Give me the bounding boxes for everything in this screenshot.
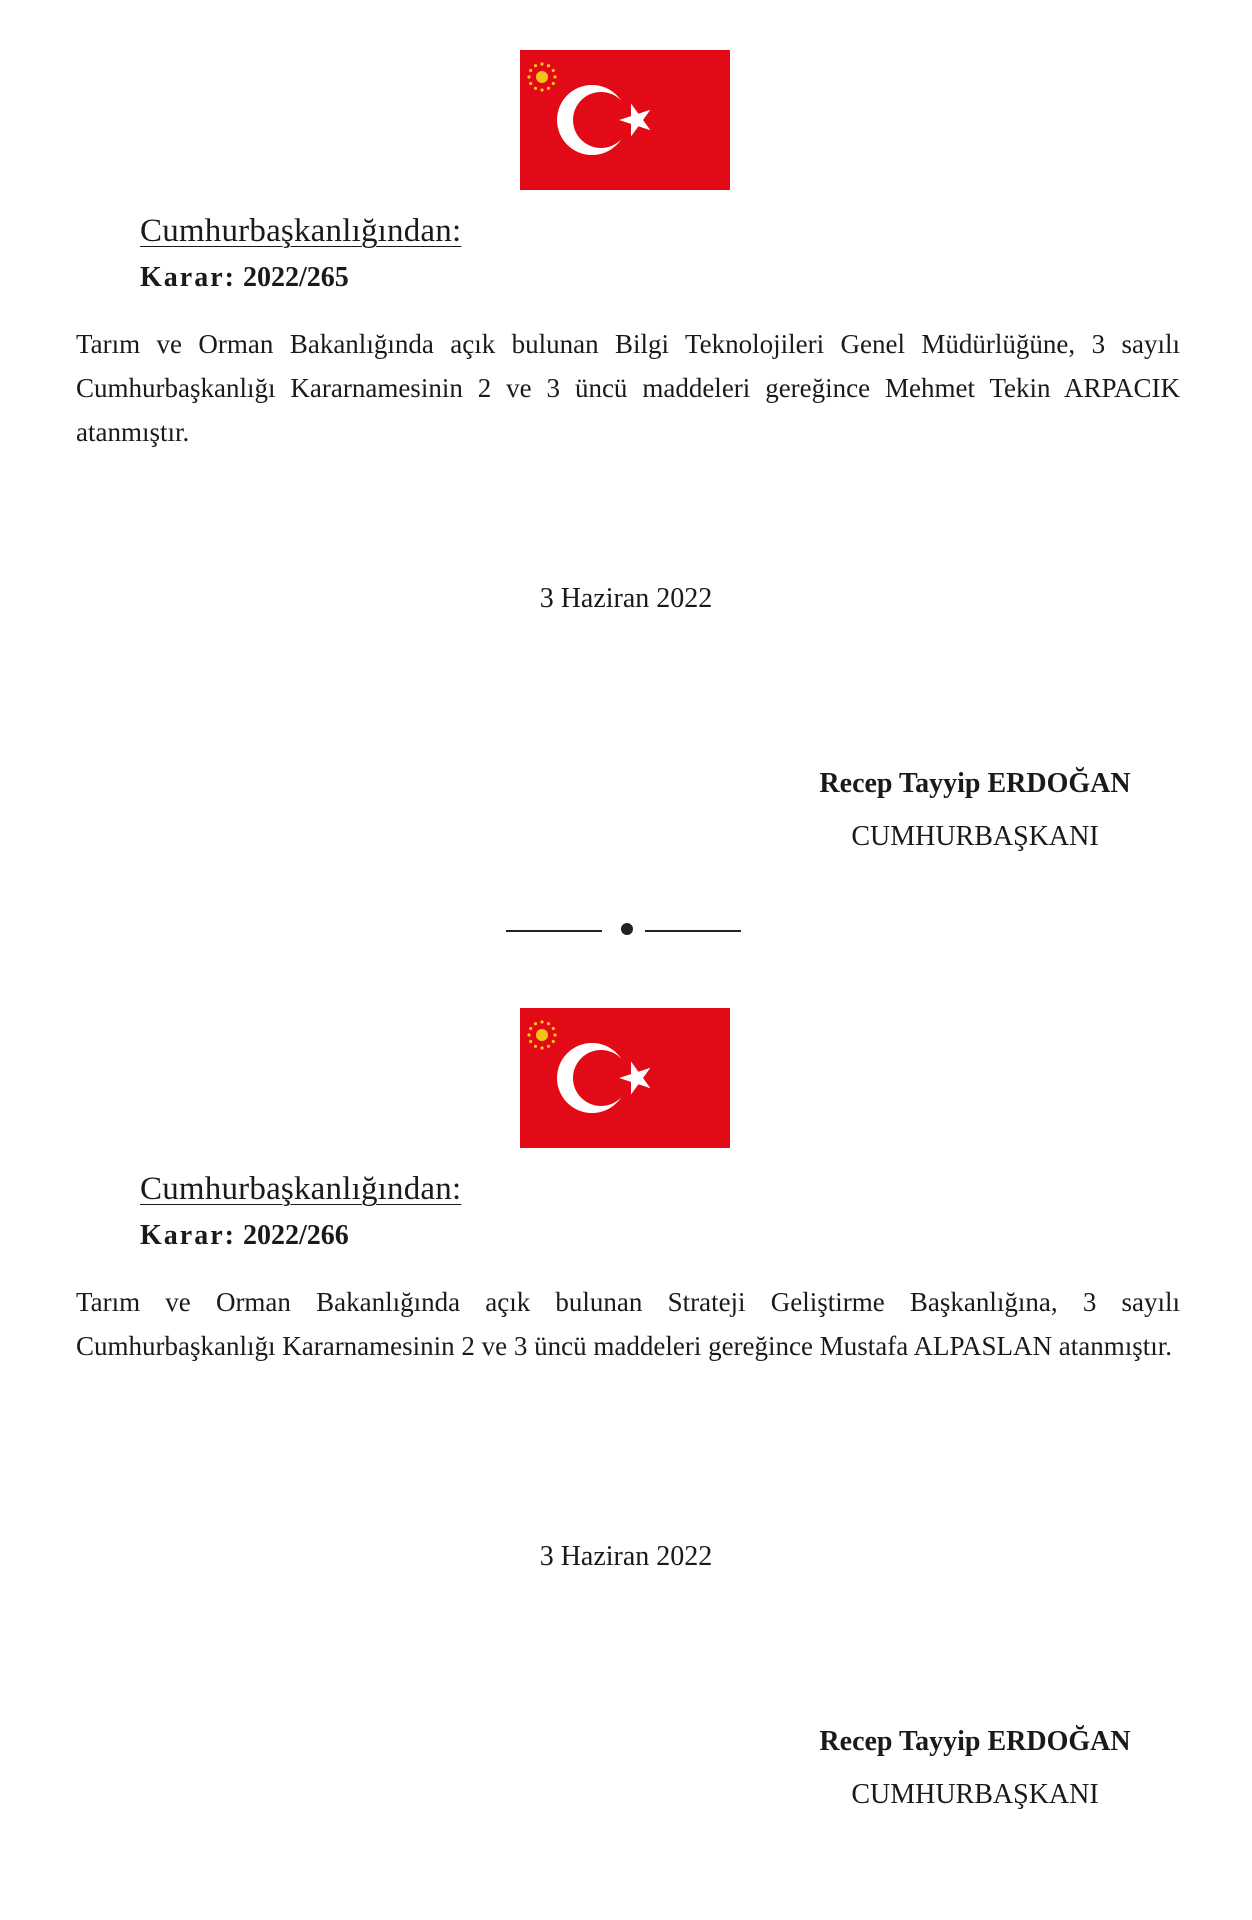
decree-body: Tarım ve Orman Bakanlığında açık bulunan Bilgi Teknolojileri Genel Müdürlüğüne, 3 sayılı Cumhurbaşkanlığı Kararnamesinin 2 ve 3 üncü maddeleri gereğince Mehmet Tekin ARPACIK atanmıştır.	[76, 329, 1180, 447]
signer-name: Recep Tayyip ERDOĞAN	[819, 1726, 1131, 1757]
decree-date: 3 Haziran 2022	[539, 583, 713, 614]
issuer-heading: Cumhurbaşkanlığından:	[140, 1171, 462, 1207]
section-separator	[506, 919, 746, 939]
separator-dot	[621, 923, 633, 935]
decree-date: 3 Haziran 2022	[539, 1541, 713, 1572]
presidential-flag-icon	[520, 50, 730, 190]
separator-line-right	[645, 930, 741, 932]
decision-label: Karar:	[140, 262, 236, 293]
decision-number-value: 2022/265	[242, 262, 349, 293]
decision-number	[140, 1220, 349, 1252]
signer-title: CUMHURBAŞKANI	[851, 821, 1099, 852]
decree-section	[0, 958, 1252, 1918]
issuer-heading: Cumhurbaşkanlığından:	[140, 213, 462, 249]
decision-label: Karar:	[140, 1220, 236, 1251]
signer-title: CUMHURBAŞKANI	[851, 1779, 1099, 1810]
separator-line-left	[506, 930, 602, 932]
decision-number-value: 2022/266	[242, 1220, 349, 1251]
presidential-flag-icon	[520, 1008, 730, 1148]
decree-body: Tarım ve Orman Bakanlığında açık bulunan Strateji Geliştirme Başkanlığına, 3 sayılı Cumhurbaşkanlığı Kararnamesinin 2 ve 3 üncü maddeleri gereğince Mustafa ALPASLAN atanmıştır.	[76, 1287, 1180, 1361]
signer-name: Recep Tayyip ERDOĞAN	[819, 768, 1131, 799]
decision-number	[140, 262, 349, 294]
